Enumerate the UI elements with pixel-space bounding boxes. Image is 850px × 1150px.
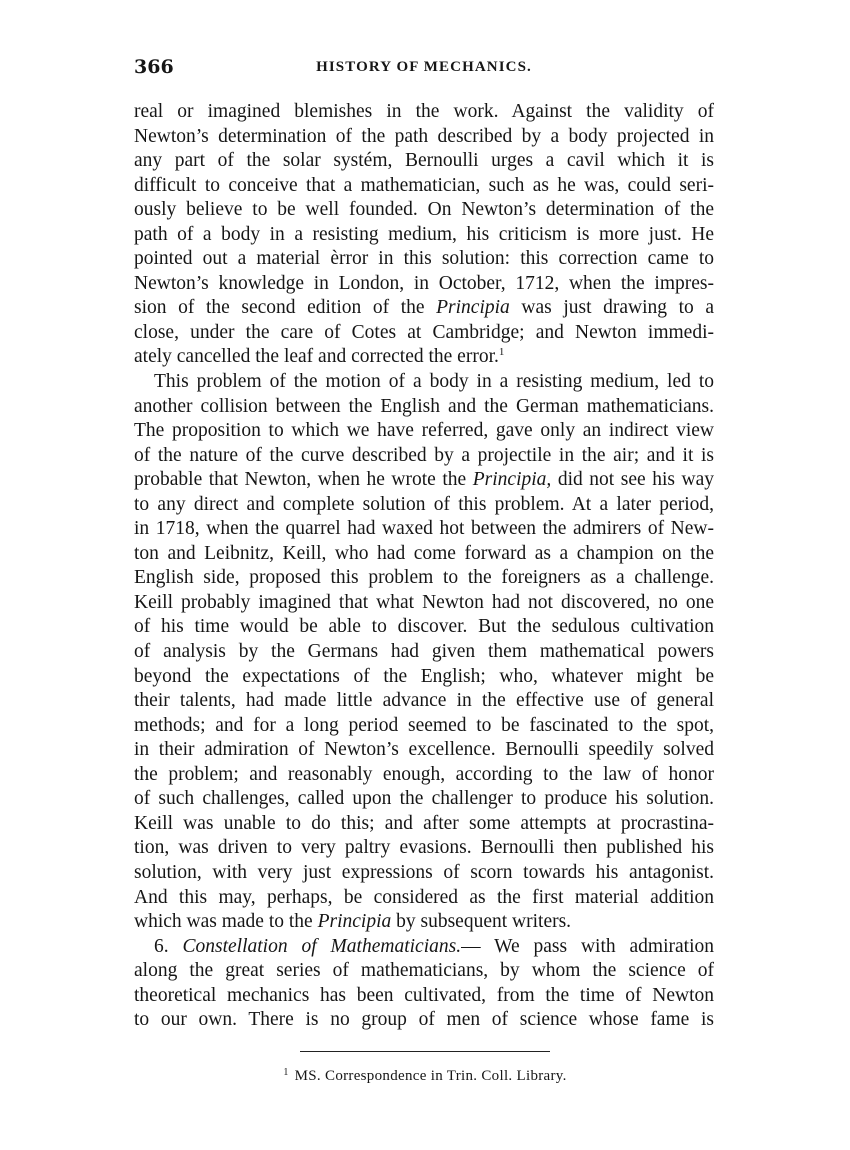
footnote-divider [300,1051,550,1052]
text-line [134,738,714,763]
text-segment: the problem; and reasonably enough, according to the law of honor [134,763,714,785]
text-segment: of the nature of the curve described by a projectile in the air; and it is [134,444,714,466]
italic-text: Principia, [472,469,552,491]
text-line [134,321,714,346]
text-segment: any part of the solar systém, Bernoulli urges a cavil which it is [134,150,714,172]
footnote-marker: 1 [283,1067,289,1078]
text-line [134,468,714,493]
text-line [134,100,714,125]
text-segment: along the great series of mathematicians, by whom the science of [134,960,714,982]
text-line [134,419,714,444]
text-segment: 6. [154,935,183,957]
text-line [134,812,714,837]
text-segment: English side, proposed this problem to the foreigners as a challenge. [134,567,714,589]
text-line [134,395,714,420]
text-segment: by subsequent writers. [391,911,572,933]
body-text [134,100,714,1033]
text-segment: ously believe to be well founded. On Newton’s determination of the [134,199,714,221]
text-segment: And this may, perhaps, be considered as the first material addition [134,886,714,908]
text-segment: path of a body in a resisting medium, his criticism is more just. He [134,223,714,245]
text-line [134,517,714,542]
italic-text: Principia [317,911,392,933]
text-segment: beyond the expectations of the English; who, whatever might be [134,665,714,687]
text-line [134,542,714,567]
text-line [134,910,714,935]
text-line [134,763,714,788]
text-segment: which was made to the [134,911,318,933]
text-segment: probable that Newton, when he wrote the [134,469,473,491]
text-line [134,665,714,690]
text-segment: close, under the care of Cotes at Cambridge; and Newton immedi- [134,321,714,343]
footnote-reference[interactable]: 1 [498,346,505,359]
text-line [134,886,714,911]
text-line [134,640,714,665]
text-segment: Keill was unable to do this; and after some attempts at procrastina- [134,812,714,834]
text-line [134,714,714,739]
text-segment: of analysis by the Germans had given them mathematical powers [134,641,714,663]
text-segment: difficult to conceive that a mathematician, such as he was, could seri- [134,174,714,196]
text-segment: pointed out a material èrror in this solution: this correction came to [134,248,714,270]
text-segment: ately cancelled the leaf and corrected the error. [134,346,499,368]
text-segment: sion of the second edition of the [134,297,437,319]
text-segment: was just drawing to a [509,297,714,319]
text-line [134,198,714,223]
text-segment: of such challenges, called upon the challenger to produce his solution. [134,788,714,810]
text-line [134,566,714,591]
text-segment: Keill probably imagined that what Newton had not discovered, no one [134,591,714,613]
text-line [134,1008,714,1033]
text-line [134,984,714,1009]
page-header [134,56,714,82]
text-line [134,296,714,321]
text-segment: — We pass with admiration [461,935,714,957]
text-line [134,959,714,984]
text-line [134,149,714,174]
text-line [134,689,714,714]
text-segment: theoretical mechanics has been cultivated, from the time of Newton [134,984,714,1006]
text-segment: real or imagined blemishes in the work. Against the validity of [134,101,714,122]
text-segment: in 1718, when the quarrel had waxed hot between the admirers of New- [134,518,714,540]
footnote-text: MS. Correspondence in Trin. Coll. Library. [294,1068,567,1084]
text-segment: solution, with very just expressions of scorn towards his antagonist. [134,861,714,883]
text-segment: methods; and for a long period seemed to be fascinated to the spot, [134,714,714,736]
text-line [134,787,714,812]
text-segment: tion, was driven to very paltry evasions. Bernoulli then published his [134,837,714,859]
text-line [134,615,714,640]
running-head: HISTORY OF MECHANICS. [316,59,532,75]
text-segment: of his time would be able to discover. But the sedulous cultivation [134,616,714,638]
text-segment: to any direct and complete solution of this problem. At a later period, [134,493,714,515]
text-line [134,591,714,616]
text-segment: The proposition to which we have referred, gave only an indirect view [134,420,714,442]
text-line [134,861,714,886]
page-number: 366 [134,56,174,78]
text-segment: another collision between the English and the German mathematicians. [134,395,714,417]
text-line [134,272,714,297]
text-line [134,935,714,960]
italic-text: Constellation of Mathematicians. [182,935,462,957]
text-line [134,125,714,150]
text-line [134,836,714,861]
text-segment: ton and Leibnitz, Keill, who had come forward as a champion on the [134,542,714,564]
text-segment: in their admiration of Newton’s excellence. Bernoulli speedily solved [134,739,714,761]
italic-text: Principia [436,297,510,319]
text-segment: Newton’s determination of the path described by a body projected in [134,125,714,147]
text-segment: did not see his way [551,469,714,491]
text-segment: their talents, had made little advance in the effective use of general [134,690,714,712]
text-segment: This problem of the motion of a body in a resisting medium, led to [154,371,714,393]
text-line [134,370,714,395]
text-segment: to our own. There is no group of men of science whose fame is [134,1009,714,1031]
text-line [134,174,714,199]
text-line [134,444,714,469]
text-segment: Newton’s knowledge in London, in October, 1712, when the impres- [134,272,714,294]
footnote [0,1068,850,1085]
text-line [134,493,714,518]
text-line [134,247,714,272]
text-line [134,223,714,248]
text-line [134,345,714,370]
